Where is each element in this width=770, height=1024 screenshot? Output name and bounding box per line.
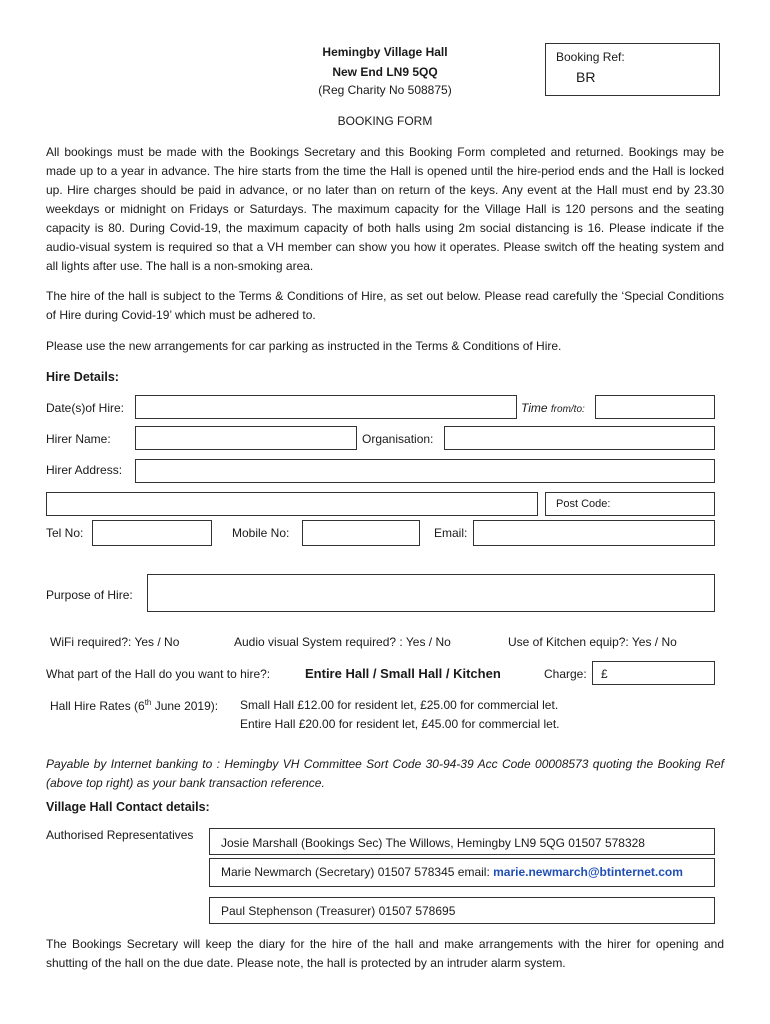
address-input-line1[interactable] — [135, 459, 715, 483]
contact-paul — [209, 897, 715, 924]
purpose-input[interactable] — [147, 574, 715, 612]
booking-ref-label: Booking Ref: — [556, 50, 625, 64]
contact-heading: Village Hall Contact details: — [46, 800, 210, 814]
intro-paragraph: All bookings must be made with the Bookings Secretary and this Booking Form completed and returned. Bookings may be made up to a year in advance. The hire starts from the time the Hall is opened until the hire-period ends and the Hall is locked up. Hire charges should be paid in advance, or no later than on return of the keys. Any event at the Hall must end by 23.30 weekdays or midnight on Fridays or Saturdays. The maximum capacity for the Village Hall is 120 persons and the seating capacity is 80. During Covid-19, the maximum capacity of both halls using 2m social distancing is 16. Please indicate if the audio-visual system is required so that a VH member can show you how it operates. Please switch off the heating system and all lights after use. The hall is a non-smoking area. — [46, 145, 724, 273]
mobile-input[interactable] — [302, 520, 420, 546]
hall-address: New End LN9 5QQ — [332, 65, 438, 79]
postcode-label: Post Code: — [556, 498, 611, 510]
authorised-reps-label: Authorised Representatives — [46, 828, 194, 842]
time-input[interactable] — [595, 395, 715, 419]
charge-input[interactable] — [592, 661, 715, 685]
contact-marie — [209, 858, 715, 887]
contact-josie-text: Josie Marshall (Bookings Sec) The Willows, Hemingby LN9 5QG 01507 578328 — [221, 836, 645, 850]
organisation-input[interactable] — [444, 426, 715, 450]
hirer-name-label: Hirer Name: — [46, 432, 111, 446]
wifi-option[interactable]: WiFi required?: Yes / No — [50, 635, 180, 649]
payment-instructions: Payable by Internet banking to : Hemingby VH Committee Sort Code 30-94-39 Acc Code 00008573 quoting the Booking Ref (above top right) as your bank transaction reference. — [46, 757, 724, 790]
hire-details-heading: Hire Details: — [46, 370, 119, 384]
rates-label: Hall Hire Rates (6th June 2019): — [50, 698, 219, 713]
contact-paul-text: Paul Stephenson (Treasurer) 01507 578695 — [221, 904, 456, 918]
rates-small-hall: Small Hall £12.00 for resident let, £25.00 for commercial let. — [240, 698, 559, 712]
charge-label: Charge: — [544, 667, 587, 681]
booking-ref-box[interactable] — [545, 43, 720, 96]
contact-josie — [209, 828, 715, 855]
terms-paragraph: The hire of the hall is subject to the Terms & Conditions of Hire, as set out below. Please read carefully the ‘Special Conditions of Hire during Covid-19’ which must be adhered to. — [46, 289, 724, 322]
purpose-label: Purpose of Hire: — [46, 588, 133, 602]
email-label: Email: — [434, 526, 468, 540]
form-title: BOOKING FORM — [337, 114, 433, 128]
time-label: Time from/to: — [521, 401, 585, 415]
email-input[interactable] — [473, 520, 715, 546]
dates-input[interactable] — [135, 395, 517, 419]
hirer-name-input[interactable] — [135, 426, 357, 450]
organisation-label: Organisation: — [362, 432, 434, 446]
rates-entire-hall: Entire Hall £20.00 for resident let, £45.00 for commercial let. — [240, 717, 560, 731]
contact-marie-text: Marie Newmarch (Secretary) 01507 578345 email: marie.newmarch@btinternet.com — [221, 865, 683, 879]
mobile-label: Mobile No: — [232, 526, 290, 540]
address-label: Hirer Address: — [46, 463, 123, 477]
dates-label: Date(s)of Hire: — [46, 401, 125, 415]
charity-number: (Reg Charity No 508875) — [318, 83, 452, 97]
charge-currency: £ — [601, 667, 608, 681]
hall-name: Hemingby Village Hall — [322, 45, 448, 59]
postcode-input[interactable] — [545, 492, 715, 516]
av-option[interactable]: Audio visual System required? : Yes / No — [234, 635, 451, 649]
kitchen-option[interactable]: Use of Kitchen equip?: Yes / No — [508, 635, 677, 649]
booking-ref-value: BR — [576, 69, 596, 85]
hall-part-question: What part of the Hall do you want to hire?: — [46, 667, 271, 681]
address-input-line2[interactable] — [46, 492, 538, 516]
tel-label: Tel No: — [46, 526, 84, 540]
parking-paragraph: Please use the new arrangements for car parking as instructed in the Terms & Conditions of Hire. — [46, 339, 562, 353]
marie-email-link[interactable]: marie.newmarch@btinternet.com — [493, 865, 683, 879]
hall-part-choices[interactable]: Entire Hall / Small Hall / Kitchen — [305, 666, 501, 681]
tel-input[interactable] — [92, 520, 212, 546]
footer-paragraph: The Bookings Secretary will keep the diary for the hire of the hall and make arrangements with the hirer for opening and shutting of the hall on the due date. Please note, the hall is protected by an intruder alarm system. — [46, 937, 724, 970]
